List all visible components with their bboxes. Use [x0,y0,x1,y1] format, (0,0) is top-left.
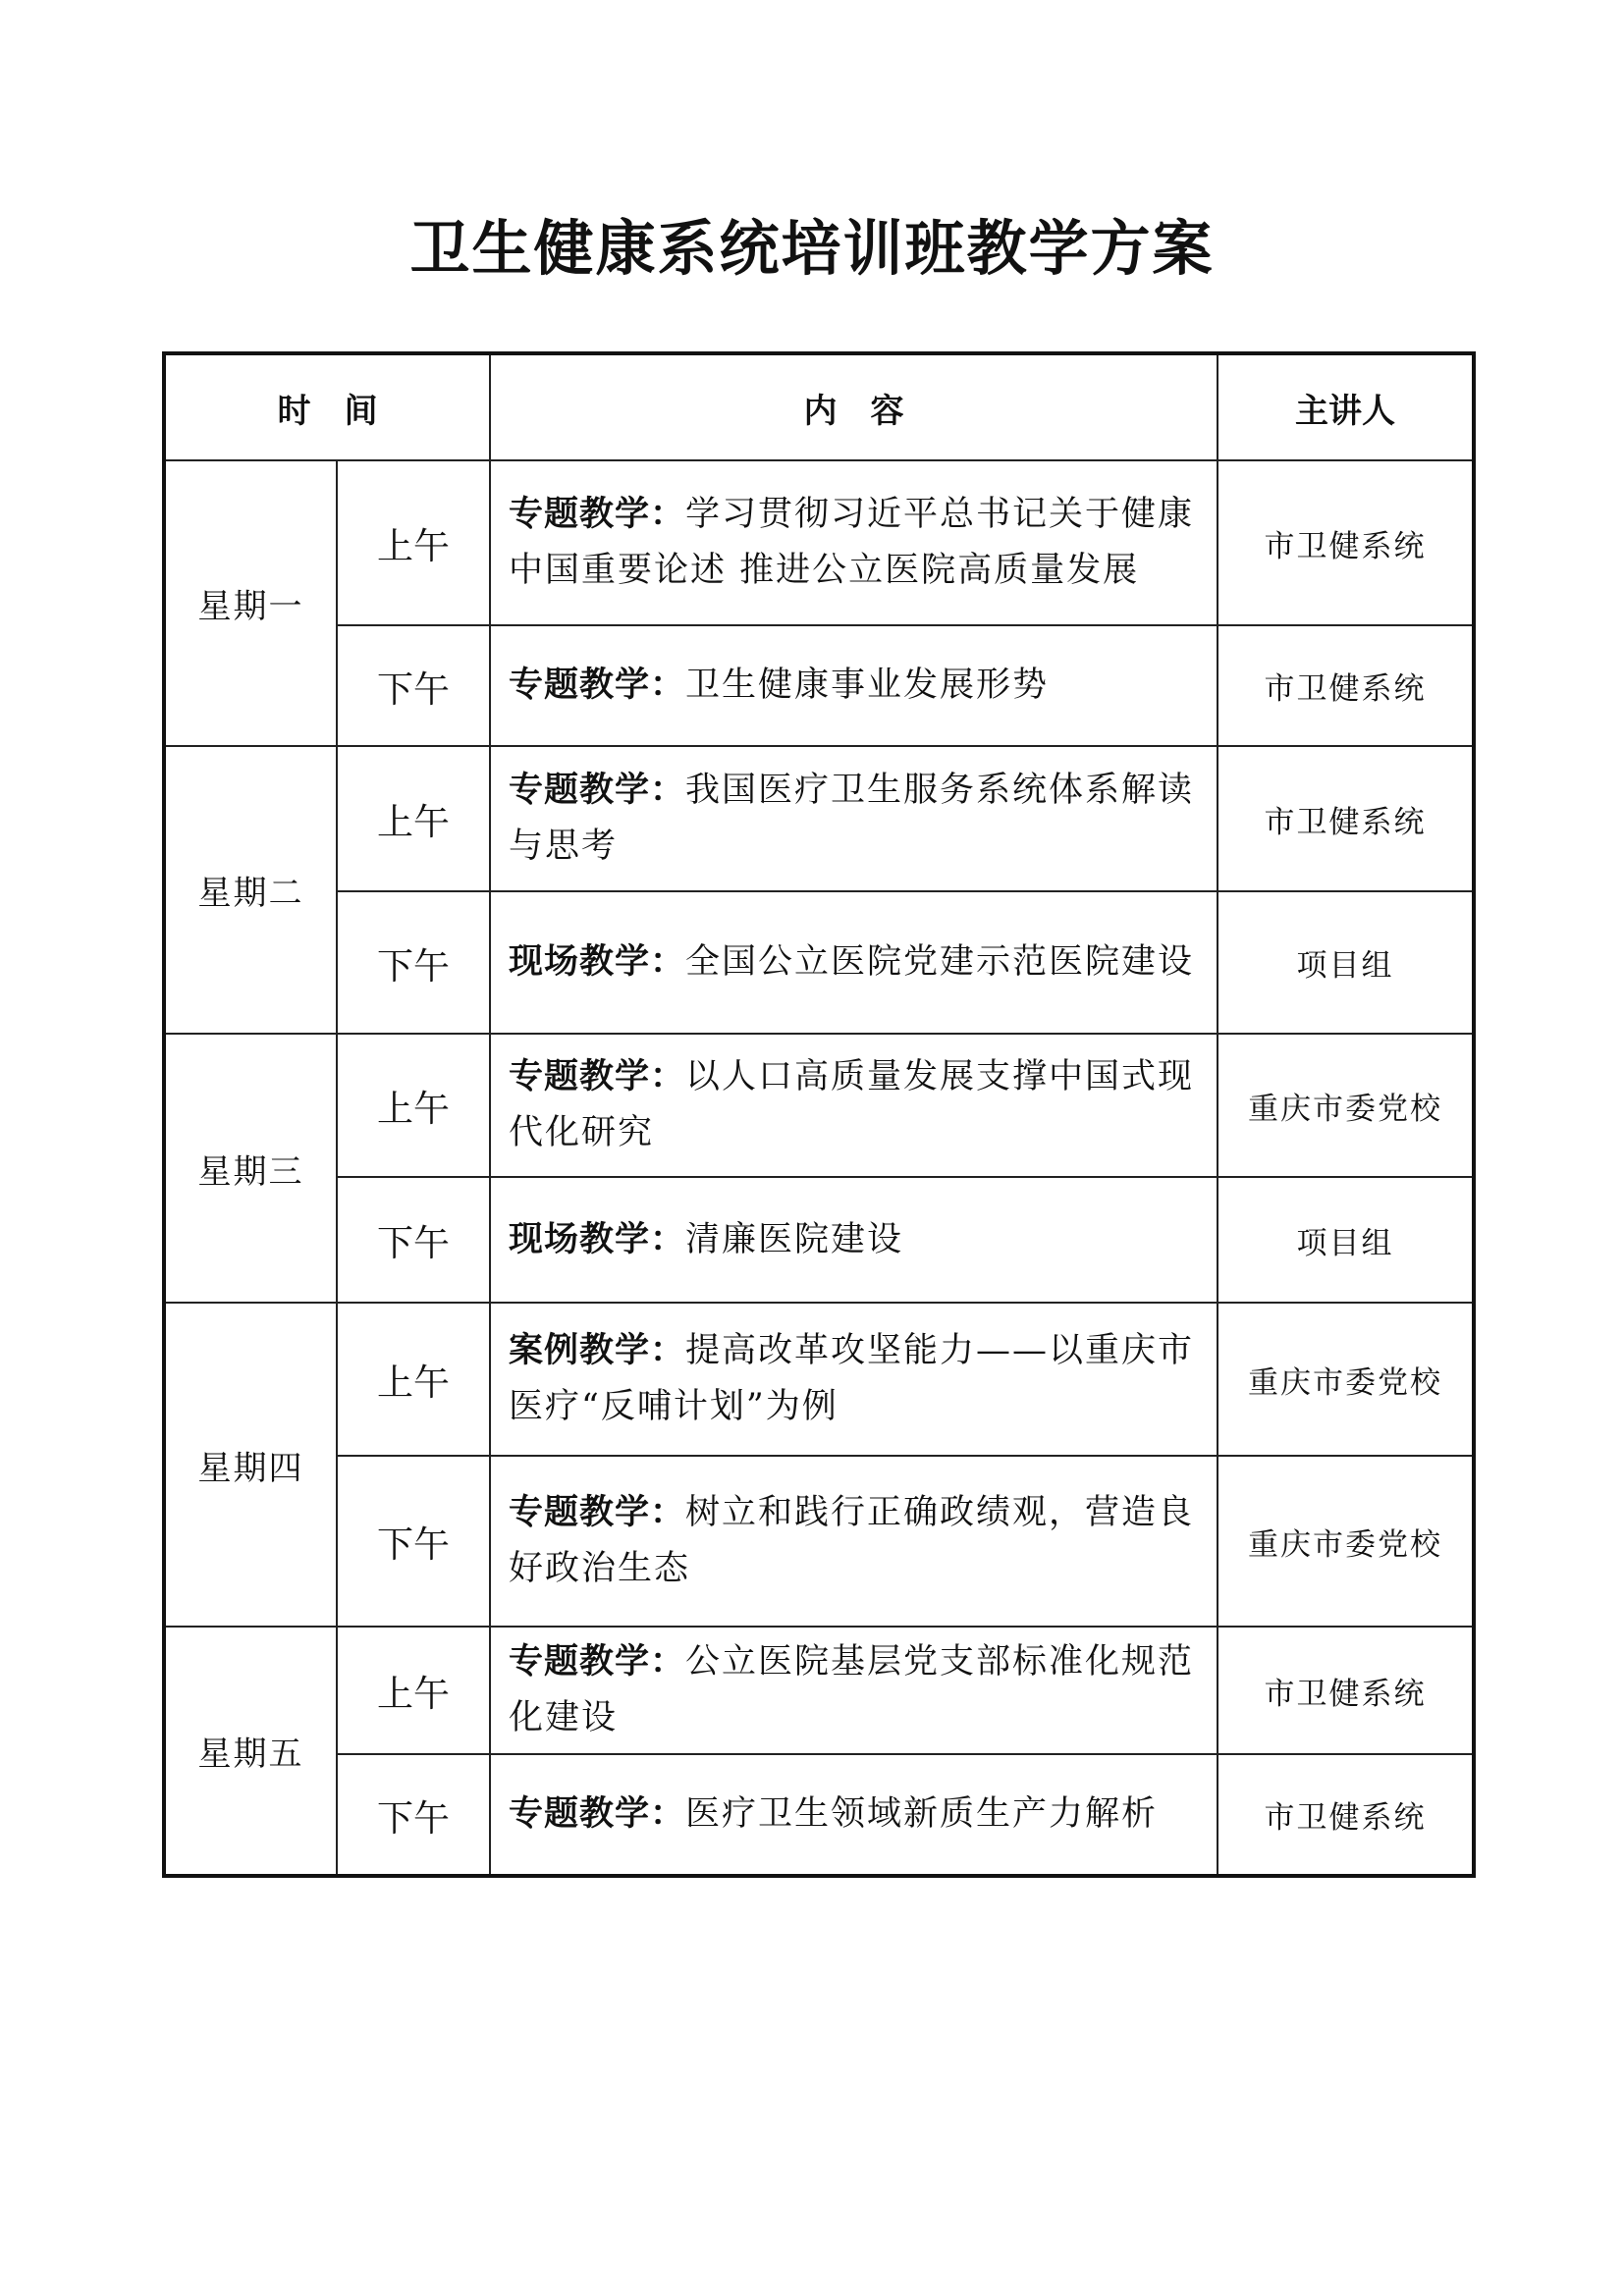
teaching-type-colon: ： [650,1219,686,1259]
page-title: 卫生健康系统培训班教学方案 [409,214,1215,284]
teaching-type: 专题教学 [509,666,651,705]
period-cell: 上午 [337,1627,490,1754]
teaching-type: 专题教学 [509,771,651,810]
table-row [164,1034,1474,1177]
table-row [164,1303,1474,1456]
period-cell: 下午 [337,1754,490,1876]
topic-text: 以人口高质量发展支撑中国式现代化研究 [509,1057,1195,1152]
teaching-type-colon: ： [650,771,686,810]
header-content: 内 容 [490,353,1218,460]
teaching-type-colon: ： [650,1057,686,1096]
content-cell [490,1303,1218,1456]
teaching-type: 专题教学 [509,495,651,534]
speaker-cell: 市卫健系统 [1218,1754,1474,1876]
period-cell: 上午 [337,746,490,891]
teaching-type: 专题教学 [509,1642,651,1682]
topic-text: 医疗卫生领域新质生产力解析 [685,1794,1159,1834]
content-cell [490,625,1218,746]
period-cell: 下午 [337,891,490,1034]
schedule-table [162,351,1476,1878]
teaching-type: 现场教学 [509,1219,651,1259]
content-cell [490,1754,1218,1876]
table-row [164,1177,1474,1303]
topic-text: 学习贯彻习近平总书记关于健康中国重要论述 推进公立医院高质量发展 [509,495,1195,590]
teaching-type-colon: ： [650,1331,686,1370]
topic-text: 全国公立医院党建示范医院建设 [685,942,1195,982]
period-cell: 上午 [337,1303,490,1456]
teaching-type-colon: ： [650,1794,686,1834]
teaching-type-colon: ： [650,1493,686,1532]
content-cell [490,891,1218,1034]
teaching-type: 现场教学 [509,942,651,982]
day-cell: 星期五 [164,1627,337,1876]
teaching-type-colon: ： [650,666,686,705]
speaker-cell: 市卫健系统 [1218,1627,1474,1754]
header-speaker: 主讲人 [1218,353,1474,460]
period-cell: 下午 [337,1177,490,1303]
header-time: 时 间 [164,353,490,460]
content-cell [490,1627,1218,1754]
topic-text: 公立医院基层党支部标准化规范化建设 [509,1642,1195,1737]
topic-text: 卫生健康事业发展形势 [685,666,1050,705]
topic-text: 提高改革攻坚能力——以重庆市医疗“反哺计划”为例 [509,1331,1195,1426]
table-row [164,746,1474,891]
speaker-cell: 市卫健系统 [1218,625,1474,746]
table-row [164,1456,1474,1627]
period-cell: 下午 [337,625,490,746]
day-cell: 星期二 [164,746,337,1034]
day-cell: 星期四 [164,1303,337,1627]
speaker-cell: 重庆市委党校 [1218,1456,1474,1627]
teaching-type: 专题教学 [509,1794,651,1834]
table-row [164,625,1474,746]
table-row [164,891,1474,1034]
content-cell [490,746,1218,891]
table-row [164,1754,1474,1876]
teaching-type-colon: ： [650,942,686,982]
speaker-cell: 市卫健系统 [1218,460,1474,625]
content-cell [490,460,1218,625]
teaching-type: 专题教学 [509,1057,651,1096]
speaker-cell: 市卫健系统 [1218,746,1474,891]
period-cell: 下午 [337,1456,490,1627]
header-row [164,353,1474,460]
teaching-type: 专题教学 [509,1493,651,1532]
content-cell [490,1177,1218,1303]
table-row [164,460,1474,625]
topic-text: 树立和践行正确政绩观，营造良好政治生态 [509,1493,1195,1588]
speaker-cell: 重庆市委党校 [1218,1303,1474,1456]
day-cell: 星期一 [164,460,337,746]
day-cell: 星期三 [164,1034,337,1303]
speaker-cell: 重庆市委党校 [1218,1034,1474,1177]
teaching-type: 案例教学 [509,1331,651,1370]
table-row [164,1627,1474,1754]
topic-text: 清廉医院建设 [685,1219,904,1259]
speaker-cell: 项目组 [1218,891,1474,1034]
speaker-cell: 项目组 [1218,1177,1474,1303]
topic-text: 我国医疗卫生服务系统体系解读与思考 [509,771,1195,866]
content-cell [490,1456,1218,1627]
teaching-type-colon: ： [650,1642,686,1682]
teaching-type-colon: ： [650,495,686,534]
period-cell: 上午 [337,460,490,625]
content-cell [490,1034,1218,1177]
period-cell: 上午 [337,1034,490,1177]
